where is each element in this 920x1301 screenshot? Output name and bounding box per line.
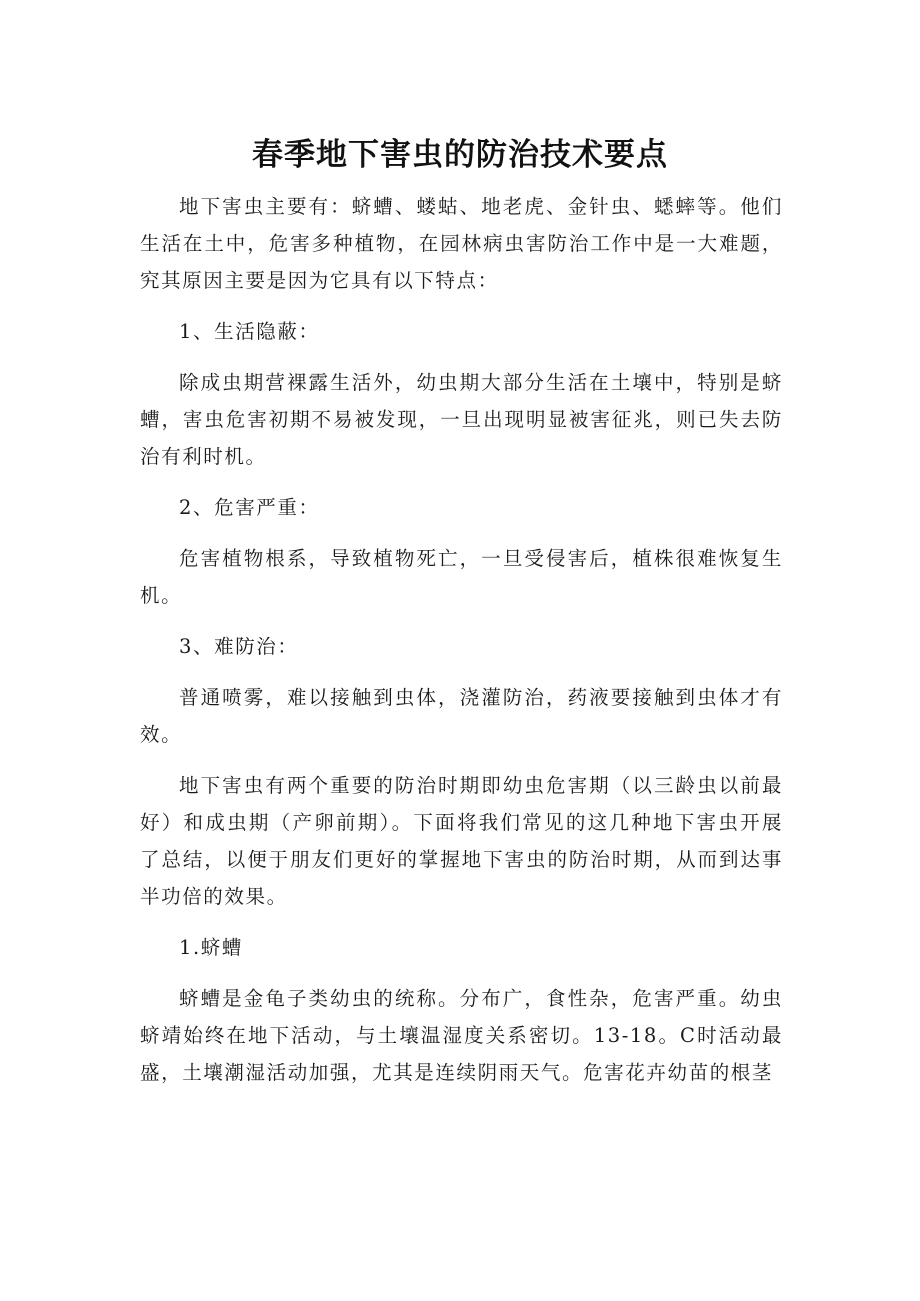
control-period-paragraph: 地下害虫有两个重要的防治时期即幼虫危害期（以三龄虫以前最好）和成虫期（产卵前期）。下面将我们常见的这几种地下害虫开展了总结，以便于朋友们更好的掌握地下害虫的防治时期，从而到达事半功倍的效果。 [140,774,783,908]
document-body [140,188,783,1105]
section-heading-grub: 1.蛴螬 [179,936,244,959]
section-heading-hard-control: 3、难防治： [179,635,299,658]
page-title: 春季地下害虫的防治技术要点 [252,136,668,173]
section-heading-hidden-life: 1、生活隐蔽： [179,320,320,343]
section-heading-severe-damage: 2、危害严重： [179,496,320,519]
grub-paragraph: 蛴螬是金龟子类幼虫的统称。分布广，食性杂，危害严重。幼虫蛴靖始终在地下活动，与土壤温湿度关系密切。13-18。C时活动最盛，土壤潮湿活动加强，尤其是连续阴雨天气。危害花卉幼苗的根茎 [140,987,783,1084]
intro-paragraph: 地下害虫主要有：蛴螬、蝼蛄、地老虎、金针虫、蟋蟀等。他们生活在土中，危害多种植物，在园林病虫害防治工作中是一大难题，究其原因主要是因为它具有以下特点： [140,195,783,292]
severe-damage-paragraph: 危害植物根系，导致植物死亡，一旦受侵害后，植株很难恢复生机。 [140,547,783,607]
hidden-life-paragraph: 除成虫期营裸露生活外，幼虫期大部分生活在土壤中，特别是蛴螬，害虫危害初期不易被发现，一旦出现明显被害征兆，则已失去防治有利时机。 [140,371,783,468]
hard-control-paragraph: 普通喷雾，难以接触到虫体，浇灌防治，药液要接触到虫体才有效。 [140,686,783,746]
